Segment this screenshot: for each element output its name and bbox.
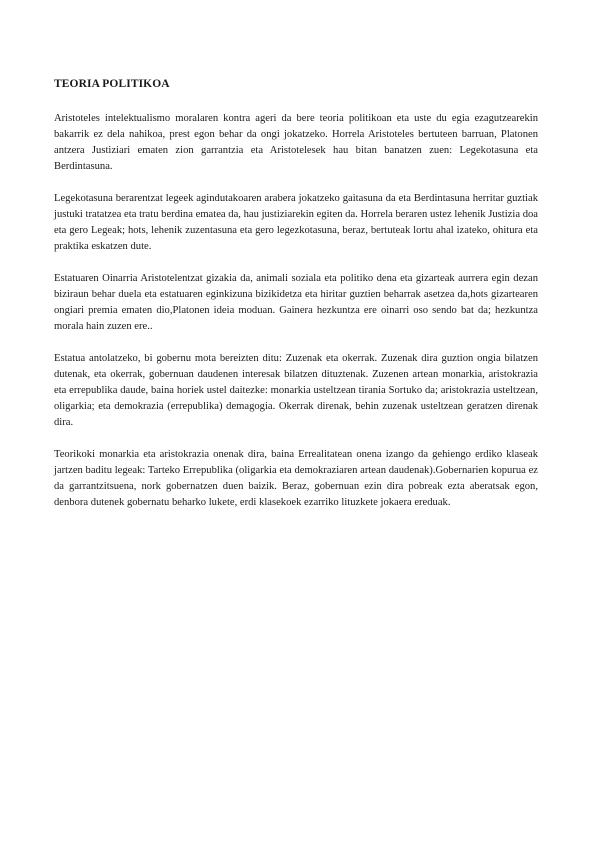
document-title: TEORIA POLITIKOA: [54, 78, 170, 90]
paragraph-2: Legekotasuna berarentzat legeek agindutakoaren arabera jokatzeko gaitasuna da eta Berdintasuna herritar guztiak justuki tratatzea eta tratu berdina ematea da, hau justiziarekin egiten da. Horrela beraren ustez lehenik Justizia doa eta gero Legeak; hots, lehenik zuzentasuna eta gero legezkotasuna, beraz, bertuteak lortu ahal izateko, ohitura eta praktika eskatzen dute.: [54, 193, 538, 252]
paragraph-4: Estatua antolatzeko, bi gobernu mota bereizten ditu: Zuzenak eta okerrak. Zuzenak dira guztion ongia bilatzen dutenak, eta okerrak, gobernuan daudenen interesak bilatzen dituztenak. Zuzenen artean monarkia, aristokrazia eta errepublika daude, baina horiek ustel daitezke: monarkia usteltzean tirania Sortuko da; aristokrazia usteltzean, oligarkia; eta demokrazia (errepublika) demagogia. Okerrak direnak, behin zuzenak usteltzean geratzen direnak dira.: [54, 353, 538, 428]
paragraph-3: Estatuaren Oinarria Aristotelentzat gizakia da, animali soziala eta politiko dena eta gizarteak aurrera egin dezan biziraun behar duela eta estatuaren eginkizuna bizikidetza eta hiritar guztien beharrak asetzea da,hots gizartearen ongiari premia ematen dio,Platonen ideia moduan. Gainera hezkuntza ere oinarri oso sendo bat da; hezkuntza morala hain zuzen ere..: [54, 273, 538, 332]
paragraph-1: Aristoteles intelektualismo moralaren kontra ageri da bere teoria politikoan eta uste du egia ezagutzearekin bakarrik ez dela nahikoa, prest egon behar da ongi jokatzeko. Horrela Aristoteles bertuteen barruan, Platonen antzera Justiziari ematen zion garrantzia eta Aristotelesek hau bitan banatzen zuen: Legekotasuna eta Berdintasuna.: [54, 113, 538, 172]
document-body: [54, 78, 538, 527]
paragraph-5: Teorikoki monarkia eta aristokrazia onenak dira, baina Errealitatean onena izango da gehiengo erdiko klaseak jartzen baditu legeak: Tarteko Errepublika (oligarkia eta demokraziaren artean daudenak).Gobernarien kopurua ez da garrantzitsuena, nork gobernatzen duen baizik. Beraz, gobernuan ezin dira pobreak ezta aberatsak egon, denbora dutenek gobernatu beharko lukete, erdi klasekoek ezarriko lituzkete jokaera ereduak.: [54, 449, 538, 508]
